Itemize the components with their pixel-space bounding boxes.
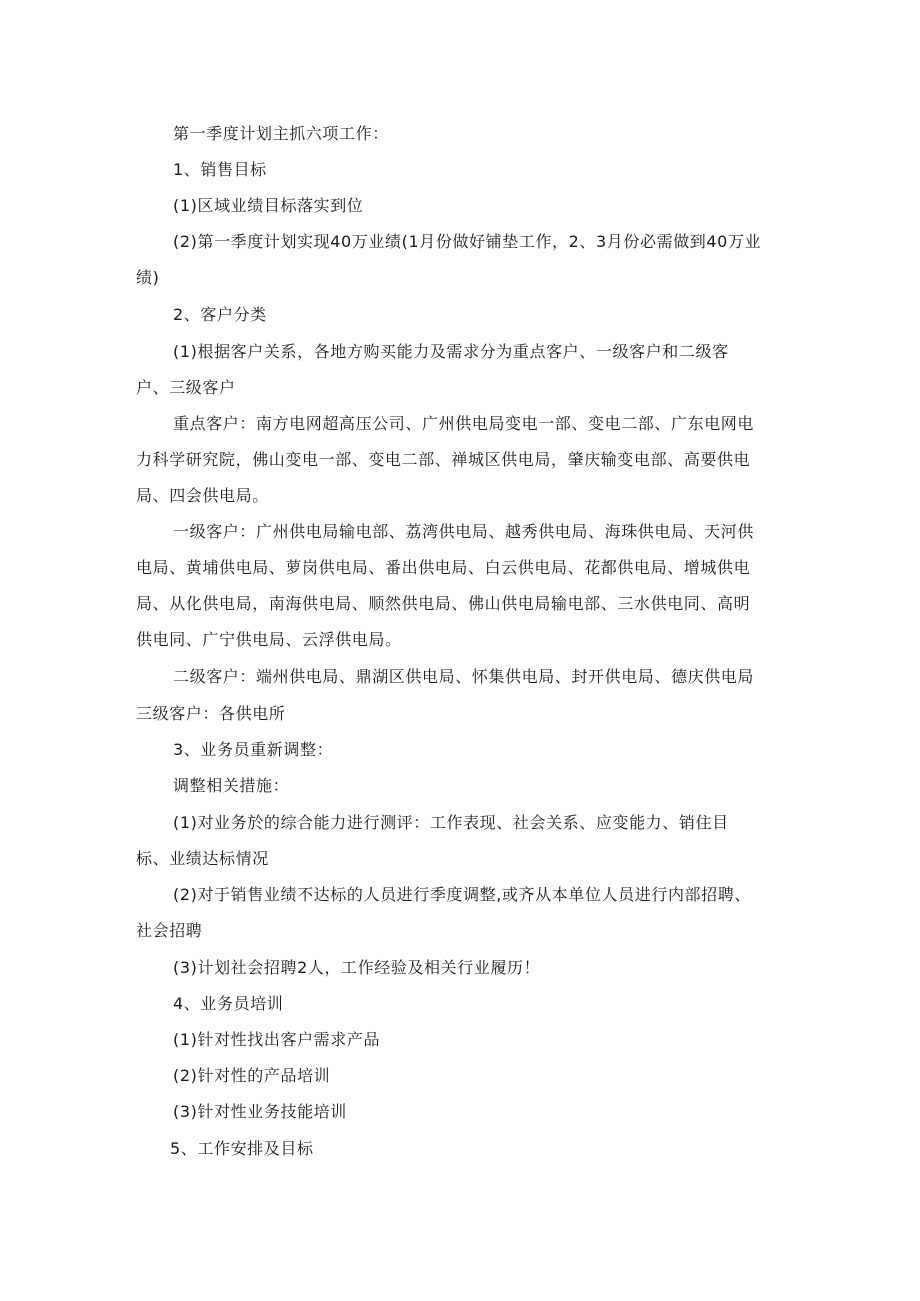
text-line: 三级客户：各供电所: [136, 704, 286, 723]
text-line: 社会招聘: [136, 921, 203, 940]
text-line: 5、工作安排及目标: [170, 1139, 314, 1158]
text-line: (1)区域业绩目标落实到位: [173, 196, 364, 215]
text-line: 2、客户分类: [173, 305, 267, 324]
text-line: 3、业务员重新调整：: [173, 740, 334, 759]
text-line: 力科学研究院，佛山变电一部、变电二部、禅城区供电局，肇庆输变电部、高要供电: [136, 450, 751, 469]
text-line: 局、从化供电局，南海供电局、顺然供电局、佛山供电局输电部、三水供电同、高明: [136, 594, 751, 613]
text-line: 局、四会供电局。: [136, 486, 269, 505]
text-line: 供电同、广宁供电局、云浮供电局。: [136, 630, 402, 649]
text-line: (1)对业务於的综合能力进行测评：工作表现、社会关系、应变能力、销住目: [173, 813, 729, 832]
text-line: 调整相关措施：: [173, 776, 290, 795]
text-line: 4、业务员培训: [173, 994, 284, 1013]
text-line: (1)根据客户关系，各地方购买能力及需求分为重点客户、一级客户和二级客: [173, 342, 729, 361]
text-line: 第一季度计划主抓六项工作：: [173, 124, 389, 143]
text-line: (2)对于销售业绩不达标的人员进行季度调整,或齐从本单位人员进行内部招聘、: [173, 885, 751, 904]
text-line: (3)针对性业务技能培训: [173, 1102, 347, 1121]
text-line: 重点客户：南方电网超高压公司、广州供电局变电一部、变电二部、广东电网电: [173, 414, 755, 433]
text-line: 1、销售目标: [173, 160, 267, 179]
text-line: 电局、黄埔供电局、萝岗供电局、番出供电局、白云供电局、花都供电局、增城供电: [136, 558, 751, 577]
text-line: 一级客户：广州供电局输电部、荔湾供电局、越秀供电局、海珠供电局、天河供: [173, 522, 755, 541]
text-line: 绩): [136, 268, 160, 287]
text-line: (1)针对性找出客户需求产品: [173, 1030, 381, 1049]
text-line: 户、三级客户: [136, 378, 236, 397]
text-line: 标、业绩达标情况: [136, 849, 269, 868]
text-line: (2)针对性的产品培训: [173, 1066, 331, 1085]
text-line: (2)第一季度计划实现40万业绩(1月份做好铺垫工作，2、3月份必需做到40万业: [173, 232, 762, 251]
text-line: 二级客户：端州供电局、鼎湖区供电局、怀集供电局、封开供电局、德庆供电局: [173, 667, 755, 686]
text-line: (3)计划社会招聘2人，工作经验及相关行业履历！: [173, 958, 541, 977]
